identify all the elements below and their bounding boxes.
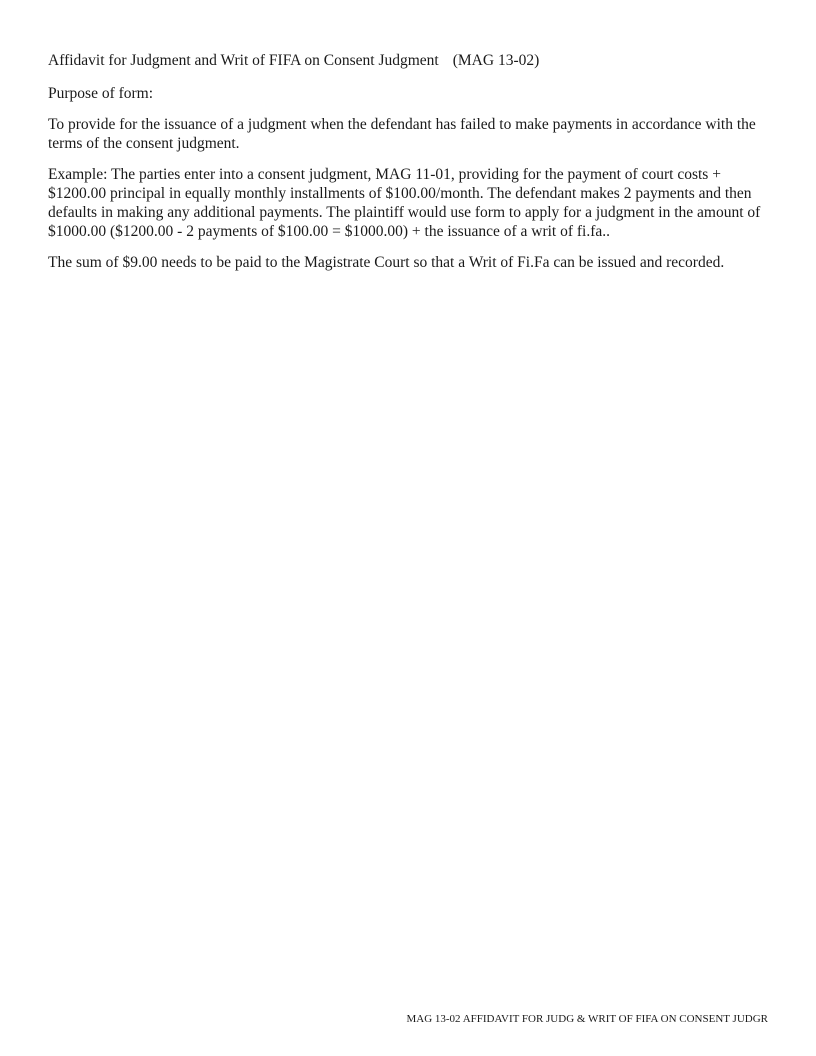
document-body (48, 51, 768, 284)
form-code: (MAG 13-02) (452, 52, 540, 69)
page-footer: MAG 13-02 AFFIDAVIT FOR JUDG & WRIT OF FIFA ON CONSENT JUDGR (406, 1013, 768, 1025)
purpose-heading: Purpose of form: (48, 85, 154, 102)
example-paragraph: Example: The parties enter into a consent judgment, MAG 11-01, providing for the payment of court costs + $1200.00 principal in equally monthly installments of $100.00/month. The defendant makes 2 payments and then defaults in making any additional payments. The plaintiff would use form to apply for a judgment in the amount of $1000.00 ($1200.00 - 2 payments of $100.00 = $1000.00) + the issuance of a writ of fi.fa.. (48, 166, 761, 240)
document-title (48, 51, 768, 71)
fee-paragraph: The sum of $9.00 needs to be paid to the Magistrate Court so that a Writ of Fi.Fa can be issued and recorded. (48, 254, 725, 271)
title-text: Affidavit for Judgment and Writ of FIFA on Consent Judgment (48, 52, 439, 69)
purpose-paragraph: To provide for the issuance of a judgment when the defendant has failed to make payments in accordance with the terms of the consent judgment. (48, 116, 756, 152)
